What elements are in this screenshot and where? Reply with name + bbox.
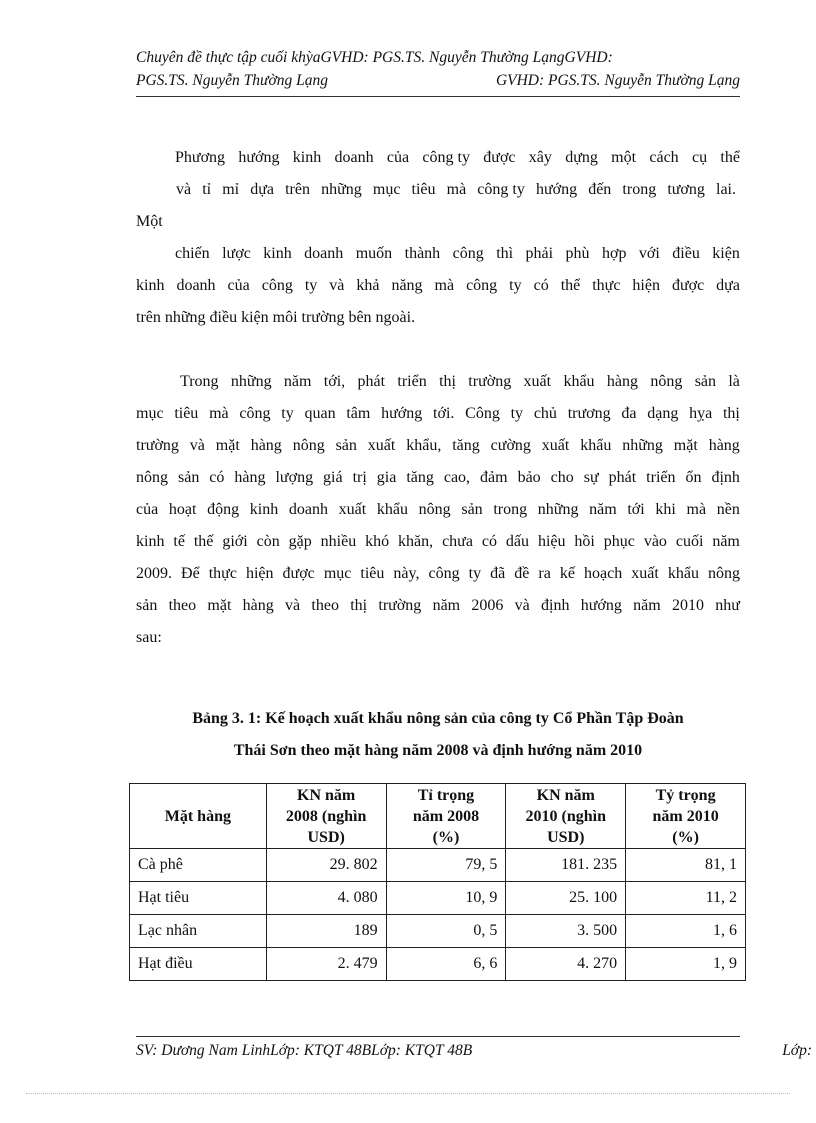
- word: tới.: [433, 405, 455, 422]
- word: khẩu: [376, 501, 408, 518]
- value-cell: 181. 235: [506, 849, 626, 882]
- paragraph-line: [175, 238, 740, 270]
- product-cell: Cà phê: [130, 849, 267, 882]
- word: mỉ: [222, 181, 240, 198]
- paragraph-line: [176, 174, 736, 206]
- word: gia: [376, 469, 397, 486]
- word: trên những điều kiện môi trường bên ngoài.: [136, 309, 416, 326]
- word: cụ: [691, 149, 708, 166]
- word: trong: [622, 181, 657, 198]
- word: còn: [256, 533, 280, 550]
- word: xuất: [523, 373, 552, 390]
- word: trong: [493, 501, 528, 518]
- word: năm: [432, 597, 461, 614]
- value-cell: 1, 9: [626, 948, 746, 981]
- value-cell: 0, 5: [386, 915, 506, 948]
- word: đa: [621, 405, 637, 422]
- word: nông: [707, 565, 740, 582]
- word: hồi: [574, 533, 595, 550]
- word: theo: [311, 597, 339, 614]
- word: hàng: [234, 469, 266, 486]
- word: nông: [418, 501, 451, 518]
- word: lượng: [275, 469, 314, 486]
- table-row: [130, 849, 746, 882]
- word: khẩu: [580, 437, 612, 454]
- word: xuất: [631, 565, 659, 582]
- word: Phương: [175, 149, 226, 166]
- word: được: [671, 277, 705, 294]
- word: kinh: [136, 533, 165, 550]
- word: ty: [509, 277, 522, 294]
- word: mà: [446, 181, 467, 198]
- word: được: [282, 565, 315, 582]
- word: khẩu,: [406, 437, 442, 454]
- word: điều: [672, 245, 700, 262]
- word: với: [638, 245, 660, 262]
- word: doanh: [334, 149, 374, 166]
- word: năng: [391, 277, 423, 294]
- word: xây: [528, 149, 552, 166]
- word: phát: [357, 373, 386, 390]
- word: phục: [603, 533, 635, 550]
- value-cell: 79, 5: [386, 849, 506, 882]
- word: tâm: [346, 405, 371, 422]
- word: chủ: [533, 405, 557, 422]
- word: doanh: [288, 501, 328, 518]
- page-footer: [136, 1040, 812, 1062]
- word: ty: [304, 277, 318, 294]
- word: đề: [514, 565, 530, 582]
- header-cell: KN năm 2010 (nghìn USD): [506, 784, 626, 849]
- word: tiêu: [411, 181, 436, 198]
- paragraph-line: [180, 366, 740, 398]
- word: 2006: [471, 597, 504, 614]
- word: thế: [193, 533, 214, 550]
- word: năm: [712, 533, 740, 550]
- word: tăng: [406, 469, 434, 486]
- word: thực: [592, 277, 621, 294]
- word: công: [239, 405, 271, 422]
- word: và: [189, 437, 205, 454]
- word: khẩu: [667, 565, 699, 582]
- word: này,: [393, 565, 420, 582]
- value-cell: 6, 6: [386, 948, 506, 981]
- word: bảo: [517, 469, 541, 486]
- word: thị: [439, 373, 456, 390]
- word: trị: [352, 469, 367, 486]
- word: công: [261, 277, 293, 294]
- word: cách: [649, 149, 679, 166]
- word: trường: [136, 437, 179, 454]
- word: tăng: [452, 437, 480, 454]
- word: đến: [588, 181, 612, 198]
- word: doanh: [304, 245, 344, 262]
- table-row: [130, 915, 746, 948]
- value-cell: 3. 500: [506, 915, 626, 948]
- word: cao,: [443, 469, 471, 486]
- word: gặp: [288, 533, 312, 550]
- word: tới,: [323, 373, 346, 390]
- paragraph-line: [136, 526, 740, 558]
- word: nông: [136, 469, 168, 486]
- header-cell: Tỷ trọng năm 2010 (%): [626, 784, 746, 849]
- word: hướng: [580, 597, 622, 614]
- word: ty: [281, 405, 294, 422]
- header-line-2-right: GVHD: PGS.TS. Nguyễn Thường Lạng: [495, 72, 740, 89]
- word: muốn: [355, 245, 393, 262]
- word: và: [176, 181, 192, 198]
- value-cell: 2. 479: [266, 948, 386, 981]
- word: hỵa: [689, 405, 713, 422]
- word: cuối: [675, 533, 704, 550]
- word: đã: [490, 565, 506, 582]
- paragraph-line: [136, 398, 740, 430]
- word: 2009.: [136, 565, 172, 582]
- word: 2010: [671, 597, 704, 614]
- paragraph-line: [136, 430, 740, 462]
- word: được: [483, 149, 516, 166]
- word: hàng: [250, 437, 282, 454]
- word: tiêu: [174, 405, 199, 422]
- word: những: [537, 501, 579, 518]
- word: dạng: [647, 405, 679, 422]
- word: trường: [378, 597, 422, 614]
- word: trên: [285, 181, 310, 198]
- word: trương: [567, 405, 611, 422]
- value-cell: 25. 100: [506, 882, 626, 915]
- word: định: [541, 597, 570, 614]
- word: năm: [283, 373, 312, 390]
- value-cell: 11, 2: [626, 882, 746, 915]
- header-cell: Tỉ trọng năm 2008 (%): [386, 784, 506, 849]
- value-cell: 1, 6: [626, 915, 746, 948]
- word: mục: [323, 565, 352, 582]
- table-row: [130, 882, 746, 915]
- word: phát: [608, 469, 637, 486]
- word: những: [321, 181, 362, 198]
- word: công: [466, 277, 498, 294]
- word: có: [209, 469, 225, 486]
- word: có: [533, 277, 549, 294]
- paragraph-line: [136, 622, 162, 654]
- paragraph-line: [136, 494, 740, 526]
- word: hướng: [381, 405, 423, 422]
- word: sản: [136, 597, 158, 614]
- word: doanh: [176, 277, 216, 294]
- word: hiện: [632, 277, 660, 294]
- footer-right: Lớp:: [782, 1042, 812, 1059]
- value-cell: 4. 080: [266, 882, 386, 915]
- word: chưa: [442, 533, 473, 550]
- word: những: [622, 437, 663, 454]
- word: mục: [372, 181, 401, 198]
- word: thể: [720, 149, 740, 166]
- word: mà: [434, 277, 455, 294]
- word: cho: [550, 469, 574, 486]
- word: vào: [643, 533, 667, 550]
- word: như: [715, 597, 740, 614]
- word: của: [386, 149, 410, 166]
- word: hợp: [601, 245, 627, 262]
- word: sản: [694, 373, 717, 390]
- table-row: [130, 948, 746, 981]
- word: lược: [222, 245, 251, 262]
- word: tới: [627, 501, 645, 518]
- word: phải: [525, 245, 554, 262]
- word: năm: [589, 501, 617, 518]
- word: dựa: [716, 277, 740, 294]
- word: ty: [468, 565, 482, 582]
- word: động: [207, 501, 240, 518]
- word: hàng: [242, 597, 274, 614]
- word: hiện: [245, 565, 274, 582]
- word: dựng: [565, 149, 598, 166]
- word: nhiều: [320, 533, 357, 550]
- word: khả: [356, 277, 380, 294]
- word: ra: [538, 565, 551, 582]
- value-cell: 189: [266, 915, 386, 948]
- word: ty: [510, 405, 524, 422]
- word: thể: [560, 277, 581, 294]
- footer-left: SV: Dương Nam LinhLớp: KTQT 48BLớp: KTQT 48B: [136, 1042, 473, 1059]
- value-cell: 29. 802: [266, 849, 386, 882]
- product-cell: Hạt tiêu: [130, 882, 267, 915]
- word: tỉ: [202, 181, 212, 198]
- word: nền: [716, 501, 740, 518]
- word: có: [481, 533, 497, 550]
- word: hướng: [535, 181, 578, 198]
- paragraph-line: [175, 142, 740, 174]
- word: tiêu: [360, 565, 385, 582]
- word: phù: [565, 245, 590, 262]
- product-cell: Hạt điều: [130, 948, 267, 981]
- word: và: [285, 597, 301, 614]
- word: triển: [646, 469, 676, 486]
- header-cell: Mặt hàng: [130, 784, 267, 849]
- word: kinh: [263, 245, 292, 262]
- word: xuất: [541, 437, 570, 454]
- word: dấu: [505, 533, 530, 550]
- word: hiệu: [537, 533, 566, 550]
- word: xuất: [338, 501, 367, 518]
- word: Một: [136, 213, 163, 230]
- word: hướng: [238, 149, 280, 166]
- word: công: [452, 245, 484, 262]
- word: của: [136, 501, 159, 518]
- word: công ty: [422, 149, 470, 166]
- word: sản: [335, 437, 357, 454]
- word: thực: [208, 565, 237, 582]
- word: một: [611, 149, 637, 166]
- table-caption-line-2: Thái Sơn theo mặt hàng năm 2008 và định hướng năm 2010: [233, 742, 643, 759]
- value-cell: 81, 1: [626, 849, 746, 882]
- word: hoạt: [168, 501, 197, 518]
- word: của: [227, 277, 250, 294]
- word: công ty: [477, 181, 525, 198]
- word: khăn,: [398, 533, 434, 550]
- word: triển: [397, 373, 427, 390]
- word: sự: [583, 469, 599, 486]
- word: Trong: [180, 373, 219, 390]
- word: khi: [655, 501, 676, 518]
- word: lai.: [716, 181, 736, 198]
- word: thị: [722, 405, 740, 422]
- word: xuất: [367, 437, 396, 454]
- header-line-1: Chuyên đề thực tập cuối khỳaGVHD: PGS.TS. Nguyễn Thường LạngGVHD:: [136, 49, 613, 66]
- table-header-row: [130, 784, 746, 849]
- word: năm: [633, 597, 661, 614]
- page-edge-divider: [26, 1093, 790, 1094]
- paragraph-line: [136, 302, 415, 334]
- value-cell: 10, 9: [386, 882, 506, 915]
- paragraph-line: [136, 270, 740, 302]
- header-line-2: [136, 69, 740, 92]
- word: hàng: [708, 437, 740, 454]
- word: trường: [468, 373, 512, 390]
- word: khẩu: [563, 373, 595, 390]
- word: mục: [136, 405, 164, 422]
- table-caption-line-1: Bảng 3. 1: Kế hoạch xuất khẩu nông sản của công ty Cổ Phần Tập Đoàn: [192, 710, 684, 727]
- word: kế: [559, 565, 575, 582]
- word: thì: [496, 245, 514, 262]
- word: những: [230, 373, 272, 390]
- word: định: [711, 469, 740, 486]
- word: sau:: [136, 629, 162, 646]
- word: mà: [686, 501, 707, 518]
- paragraph-line: [136, 558, 740, 590]
- word: khó: [365, 533, 390, 550]
- word: nông: [650, 373, 683, 390]
- header-line-2-left: PGS.TS. Nguyễn Thường Lạng: [136, 72, 328, 89]
- word: hàng: [606, 373, 638, 390]
- word: Để: [181, 565, 200, 582]
- paragraph-line: [136, 462, 740, 494]
- word: kinh: [136, 277, 165, 294]
- paragraph-line: [136, 206, 163, 238]
- word: công: [428, 565, 460, 582]
- word: mặt: [673, 437, 698, 454]
- word: giới: [222, 533, 248, 550]
- word: thành: [404, 245, 441, 262]
- word: cường: [490, 437, 531, 454]
- word: tế: [173, 533, 185, 550]
- export-plan-table: [129, 783, 746, 981]
- word: thị: [350, 597, 368, 614]
- word: kinh: [249, 501, 279, 518]
- word: theo: [168, 597, 197, 614]
- word: và: [329, 277, 345, 294]
- word: là: [728, 373, 740, 390]
- word: sản: [461, 501, 483, 518]
- product-cell: Lạc nhân: [130, 915, 267, 948]
- page-header: [136, 46, 740, 97]
- word: nông: [292, 437, 325, 454]
- word: đảm: [480, 469, 508, 486]
- value-cell: 4. 270: [506, 948, 626, 981]
- word: mặt: [215, 437, 240, 454]
- footer-divider: [136, 1036, 740, 1037]
- word: Công: [465, 405, 500, 422]
- word: hoạch: [584, 565, 623, 582]
- word: và: [514, 597, 530, 614]
- header-cell: KN năm 2008 (nghìn USD): [266, 784, 386, 849]
- word: mặt: [207, 597, 232, 614]
- word: quan: [304, 405, 336, 422]
- word: chiến: [175, 245, 210, 262]
- word: dựa: [250, 181, 274, 198]
- word: mà: [209, 405, 229, 422]
- word: tương: [667, 181, 705, 198]
- word: ổn: [685, 469, 702, 486]
- word: giá: [323, 469, 343, 486]
- word: kinh: [292, 149, 322, 166]
- paragraph-line: [136, 590, 740, 622]
- word: kiện: [712, 245, 740, 262]
- word: sản: [177, 469, 200, 486]
